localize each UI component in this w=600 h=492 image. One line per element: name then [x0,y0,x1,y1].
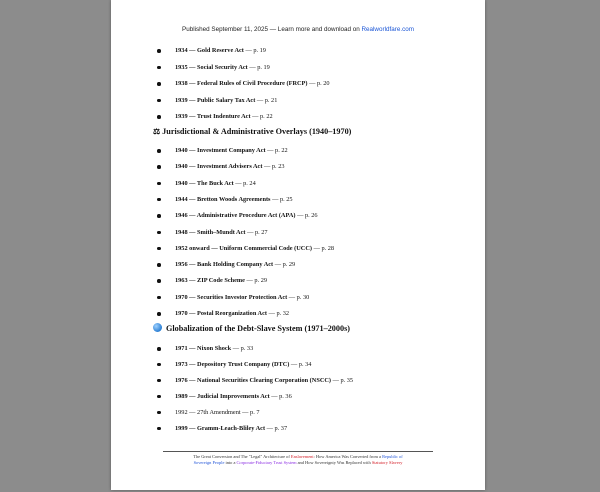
list-item-text [175,276,267,286]
law-title: 1934 — Gold Reserve Act [175,47,244,54]
law-title: 1973 — Depository Trust Company (DTC) [175,360,290,368]
bullet-icon [157,66,161,70]
footer-divider [163,451,433,452]
law-title: 1935 — Social Security Act [175,63,248,71]
bullet-icon [157,395,161,399]
law-title: 1940 — The Buck Act [175,179,234,187]
law-title: 1944 — Bretton Woods Agreements [175,195,271,203]
footer-segment: and How Sovereignty Was Replaced with [296,460,372,465]
page-reference: — p. 27 [245,228,268,236]
list-item-text [175,46,266,56]
law-title: 1992 — 27th Amendment [175,408,241,416]
section-heading-jurisdictional [153,126,351,138]
footer-segment: : How America Was Converted from a [313,454,383,459]
list-item-text [175,211,318,221]
list-item-text [175,195,293,205]
footer-segment: into a [224,460,237,465]
bullet-icon [157,263,161,267]
list-item-text [175,179,256,189]
law-title: 1956 — Bank Holding Company Act [175,261,274,269]
page-reference: — p. 21 [255,96,278,104]
page-reference: — p. 36 [269,392,292,400]
page-reference: — p. 28 [312,244,335,252]
page-reference: — p. 34 [289,360,312,368]
page-reference: — p. 7 [240,408,260,416]
document-page [111,0,485,490]
bullet-icon [157,82,161,86]
law-title: 1999 — Gramm-Leach-Bliley Act [175,424,266,432]
list-item-text [175,376,353,386]
law-title: 1938 — Federal Rules of Civil Procedure (FRCP) [175,80,308,88]
bullet-icon [157,198,161,202]
list-item-text [175,63,270,73]
footer-text [151,454,445,466]
page-reference: — p. 24 [233,179,256,187]
list-item-text [175,309,289,319]
heading-title: Jurisdictional & Administrative Overlays (1940–1970) [162,127,352,136]
page-reference: — p. 25 [270,195,293,203]
published-line [111,26,485,33]
list-item-text [175,344,253,354]
heading-title: Globalization of the Debt-Slave System (1971–2000s) [166,324,350,333]
list-item-text [175,162,285,172]
list-item-text [175,146,288,156]
law-title: 1971 — Nixon Shock [175,345,232,352]
page-reference: — p. 20 [307,80,330,88]
list-item-text [175,424,287,434]
law-title: 1989 — Judicial Improvements Act [175,392,270,400]
law-title: 1948 — Smith–Mundt Act [175,228,246,236]
bullet-icon [157,247,161,251]
footer-highlight-sovereign: Sovereign People [193,460,225,465]
page-reference: — p. 19 [243,47,266,54]
page-reference: — p. 26 [295,212,318,220]
law-title: 1940 — Investment Advisers Act [175,163,263,171]
bullet-icon [157,99,161,103]
page-reference: — p. 33 [231,345,254,352]
page-reference: — p. 29 [273,261,296,269]
law-title: 1970 — Securities Investor Protection Act [175,293,288,301]
law-title: 1952 onward — Uniform Commercial Code (UCC) [175,244,312,252]
section-heading-globalization [153,323,350,335]
bullet-icon [157,312,161,316]
list-item-text [175,360,311,370]
bullet-icon [157,149,161,153]
law-title: 1963 — ZIP Code Scheme [175,277,245,285]
bullet-icon [157,427,161,431]
footer-highlight-republic: Republic of [382,454,403,459]
list-item-text [175,228,268,238]
law-title: 1946 — Administrative Procedure Act (APA) [175,212,296,220]
law-title: 1939 — Public Salary Tax Act [175,96,256,104]
list-item-text [175,79,330,89]
law-title: 1970 — Postal Reorganization Act [175,310,267,317]
page-reference: — p. 37 [265,424,288,432]
page-reference: — p. 22 [250,113,273,121]
page-reference: — p. 35 [331,376,354,384]
bullet-icon [157,115,161,119]
bullet-icon [157,363,161,367]
bullet-icon [157,49,161,53]
list-item-text [175,293,309,303]
bullet-icon [157,182,161,186]
list-item-text [175,96,277,106]
list-item-text [175,392,292,402]
law-title: 1940 — Investment Company Act [175,147,266,154]
website-link[interactable]: Realworldfare.com [361,26,414,33]
bullet-icon [157,411,161,415]
bullet-icon [157,296,161,300]
scales-icon: ⚖ [153,127,161,136]
page-reference: — p. 29 [244,277,268,285]
bullet-icon [157,231,161,235]
list-item-text [175,112,273,122]
footer-highlight-trust: Corporate-Fiduciary Trust System [236,460,297,465]
bullet-icon [157,214,161,218]
footer-highlight-enslavement: Enslavement [290,454,314,459]
bullet-icon [157,379,161,383]
published-text: Published September 11, 2025 — Learn more and download on [182,26,362,33]
bullet-icon [157,347,161,351]
globe-icon [153,323,162,332]
page-reference: — p. 23 [262,163,285,171]
bullet-icon [157,165,161,169]
page-reference: — p. 30 [287,293,310,301]
list-item-text [175,244,334,254]
bullet-icon [157,279,161,283]
footer-segment: The Great Conversion and The "Legal" Architecture of [193,454,291,459]
page-reference: — p. 22 [265,147,288,154]
page-reference: — p. 19 [247,63,270,71]
footer-highlight-slavery: Statutory Slavery [371,460,403,465]
list-item-text [175,408,259,418]
law-title: 1976 — National Securities Clearing Corporation (NSCC) [175,376,332,384]
law-title: 1939 — Trust Indenture Act [175,113,251,121]
page-reference: — p. 32 [267,310,290,317]
list-item-text [175,260,295,270]
